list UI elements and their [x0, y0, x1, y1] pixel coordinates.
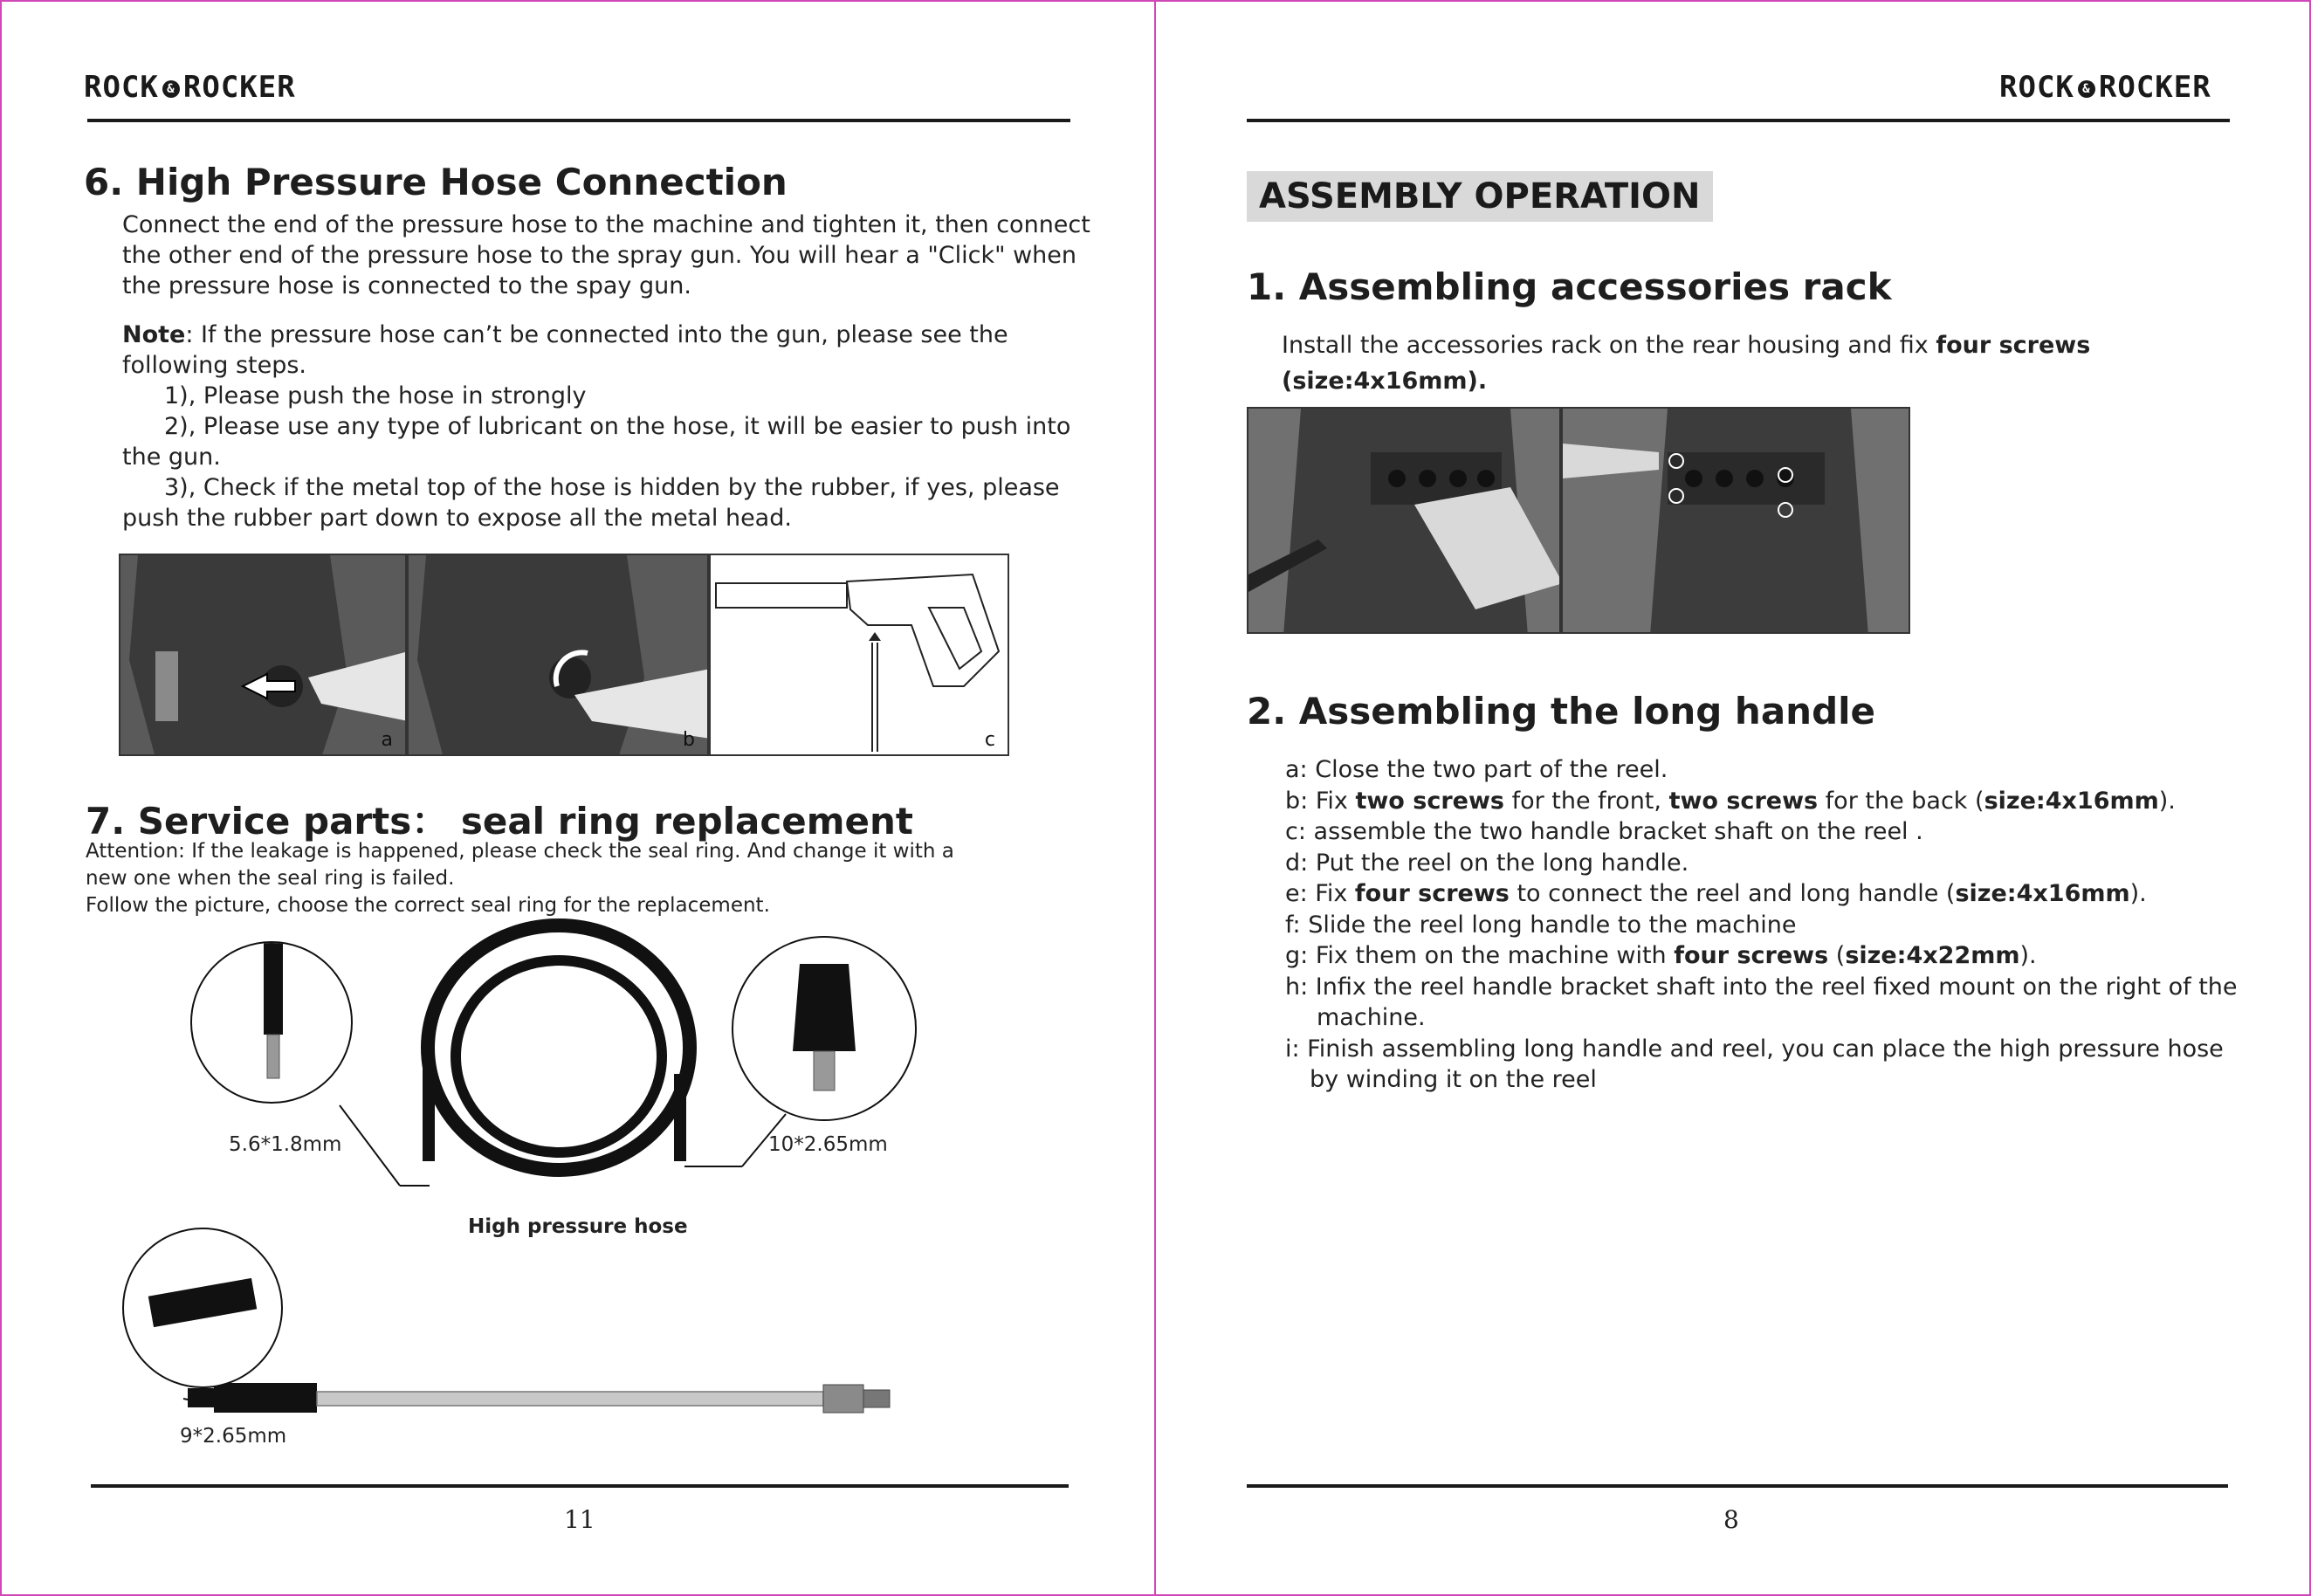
- brand-logo: ROCK & ROCKER: [1999, 70, 2211, 105]
- section-2-steps: a: Close the two part of the reel. b: Fix two screws for the front, two screws for the back (size:4x16mm). c: assemble the two handle bracket shaft on the reel . d: Put the reel on the long handle. e: Fix four screws to connect the reel and long handle (size:4x16mm). f: Slide the reel long handle to the machine g: Fix them on the machine with four screws (size:4x22mm). h: Infix the reel handle bracket shaft into the reel fixed mount on the right of the machine. i: Finish assembling long handle and reel, you can place the high pressure hose by winding it on the reel: [1285, 756, 2238, 1093]
- step-i: i: Finish assembling long handle and reel, you can place the high pressure hose: [1285, 1035, 2224, 1063]
- photo-rack-screws: [1561, 407, 1910, 634]
- section-1-title: 1. Assembling accessories rack: [1247, 265, 1892, 308]
- step-a: a: Close the two part of the reel.: [1285, 756, 1668, 783]
- footer-rule: [1247, 1484, 2228, 1488]
- section-7-text: Attention: If the leakage is happened, please check the seal ring. And change it with a new one when the seal ring is failed. Follow the picture, choose the correct seal ring for the replacement.: [86, 840, 954, 917]
- brand-logo: ROCK & ROCKER: [84, 70, 296, 105]
- page-number: 11: [564, 1505, 595, 1534]
- step-g: g: Fix them on the machine with four screws (size:4x22mm).: [1285, 942, 2037, 969]
- step-d: d: Put the reel on the long handle.: [1285, 849, 1689, 877]
- right-page: [1156, 0, 2310, 1596]
- caption-lance-ring: 9*2.65mm: [180, 1425, 287, 1448]
- step-c: c: assemble the two handle bracket shaft on the reel .: [1285, 818, 1923, 845]
- step-b: b: Fix two screws for the front, two screws for the back (size:4x16mm).: [1285, 787, 2176, 815]
- section-6-paragraph: Connect the end of the pressure hose to the machine and tighten it, then connect the other end of the pressure hose to the spray gun. You will hear a "Click" when the pressure hose is connected to the spay gun.: [122, 211, 1090, 299]
- step-f: f: Slide the reel long handle to the machine: [1285, 911, 1797, 939]
- section-7-title: 7. Service parts： seal ring replacement: [86, 800, 913, 843]
- step-e: e: Fix four screws to connect the reel and long handle (size:4x16mm).: [1285, 880, 2147, 907]
- photo-label-c: c: [984, 729, 995, 751]
- lance-seal-detail: [122, 1228, 283, 1388]
- step-h: h: Infix the reel handle bracket shaft into the reel fixed mount on the right of the: [1285, 973, 2238, 1001]
- footer-rule: [91, 1484, 1069, 1488]
- caption-small-ring: 5.6*1.8mm: [229, 1133, 342, 1156]
- caption-large-ring: 10*2.65mm: [768, 1133, 888, 1156]
- note-block: Note: If the pressure hose can’t be connected into the gun, please see the following steps. 1), Please push the hose in strongly 2), Please use any type of lubricant on the hose, it will be easier to push into the gun. 3), Check if the metal top of the hose is hidden by the rubber, if yes, please push the rubber part down to expose all the metal head.: [122, 321, 1071, 532]
- page-number: 8: [1723, 1505, 1739, 1534]
- header-rule: [1247, 119, 2230, 122]
- caption-hose: High pressure hose: [468, 1215, 688, 1238]
- section-2-title: 2. Assembling the long handle: [1247, 690, 1876, 733]
- photo-rack-install: [1247, 407, 1561, 634]
- section-1-text: Install the accessories rack on the rear housing and fix four screws (size:4x16mm).: [1282, 332, 2091, 395]
- left-page: [0, 0, 1154, 1596]
- section-6-title: 6. High Pressure Hose Connection: [84, 161, 788, 203]
- section-banner: ASSEMBLY OPERATION: [1247, 171, 1713, 222]
- photo-label-a: a: [381, 729, 393, 751]
- photo-label-b: b: [683, 729, 695, 751]
